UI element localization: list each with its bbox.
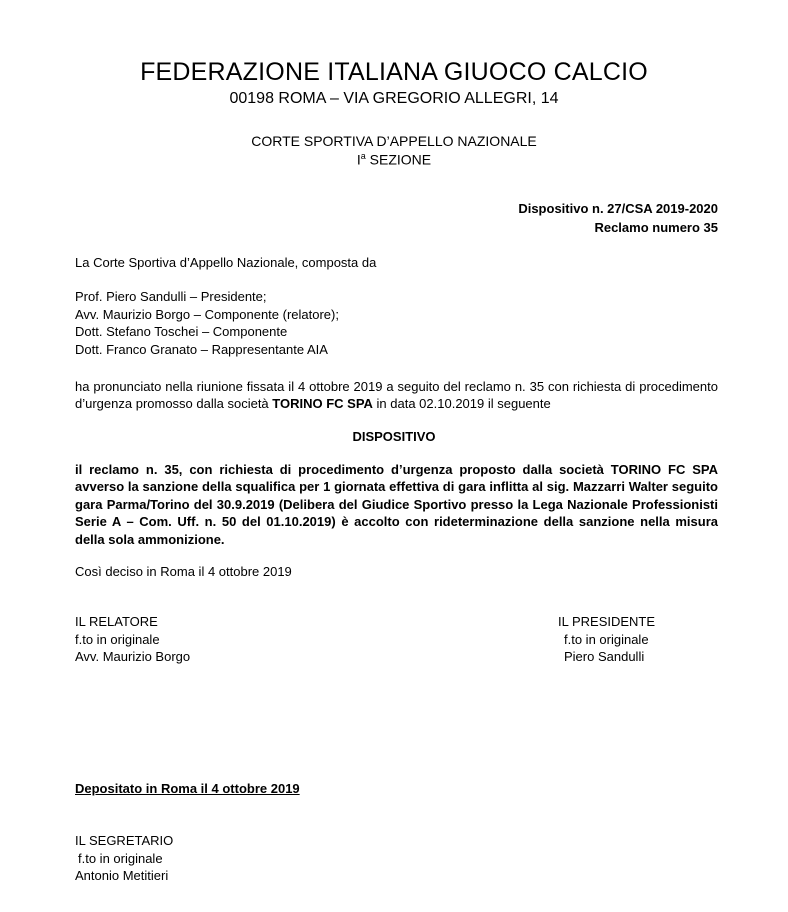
section-superscript: a	[360, 151, 366, 161]
paragraph-club-name: TORINO FC SPA	[272, 396, 373, 411]
member-aia: Dott. Franco Granato – Rappresentante AIA	[75, 341, 328, 357]
closing-statement: Così deciso in Roma il 4 ottobre 2019	[75, 564, 292, 579]
secretary-signature	[75, 832, 173, 885]
secretary-title: IL SEGRETARIO	[75, 833, 174, 848]
section-label: SEZIONE	[365, 151, 432, 168]
intro-text: La Corte Sportiva d’Appello Nazionale, composta da	[75, 255, 377, 270]
dispositivo-heading: DISPOSITIVO	[352, 429, 436, 444]
member-componente: Dott. Stefano Toschei – Componente	[75, 324, 288, 339]
decision-text: il reclamo n. 35, con richiesta di procedimento d’urgenza proposto dalla società TORINO FC SPA avverso la sanzione della squalifica per 1 giornata effettiva di gara inflitta al sig. Mazzarri Walter seguito gara Parma/Torino del 30.9.2019 (Delibera del Giudice Sportivo presso la Lega Nazionale Professionisti Serie A – Com. Uff. n. 50 del 01.10.2019) è accolto con rideterminazione della sanzione nella misura della sola ammonizione.	[75, 462, 718, 547]
relatore-name: Avv. Maurizio Borgo	[75, 649, 191, 664]
proceedings-paragraph	[75, 378, 718, 412]
court-section	[0, 151, 788, 168]
presidente-title: IL PRESIDENTE	[558, 614, 656, 629]
court-name: CORTE SPORTIVA D’APPELLO NAZIONALE	[251, 133, 537, 149]
court-members-list	[75, 288, 339, 358]
federation-address: 00198 ROMA – VIA GREGORIO ALLEGRI, 14	[229, 90, 559, 107]
relatore-signature	[75, 613, 190, 666]
presidente-name: Piero Sandulli	[564, 649, 645, 664]
member-relatore: Avv. Maurizio Borgo – Componente (relatore);	[75, 306, 339, 322]
paragraph-text-1: ha pronunciato nella riunione fissata il 4 ottobre 2019 a seguito del reclamo n. 35 con richiesta di procedimento d’urgenza promosso dalla società	[75, 379, 718, 411]
reclamo-number: Reclamo numero 35	[594, 220, 718, 235]
paragraph-text-2: in data 02.10.2019 il seguente	[372, 396, 551, 411]
document-title: FEDERAZIONE ITALIANA GIUOCO CALCIO	[140, 58, 648, 86]
dispositivo-number: Dispositivo n. 27/CSA 2019-2020	[518, 201, 718, 216]
member-president: Prof. Piero Sandulli – Presidente;	[75, 289, 267, 304]
secretary-name: Antonio Metitieri	[75, 868, 169, 883]
deposit-statement: Depositato in Roma il 4 ottobre 2019	[75, 781, 300, 796]
presidente-note: f.to in originale	[564, 631, 649, 647]
relatore-note: f.to in originale	[75, 631, 160, 647]
presidente-signature	[558, 613, 655, 666]
section-prefix: I	[356, 151, 361, 168]
secretary-note: f.to in originale	[78, 850, 163, 866]
relatore-title: IL RELATORE	[75, 614, 158, 629]
